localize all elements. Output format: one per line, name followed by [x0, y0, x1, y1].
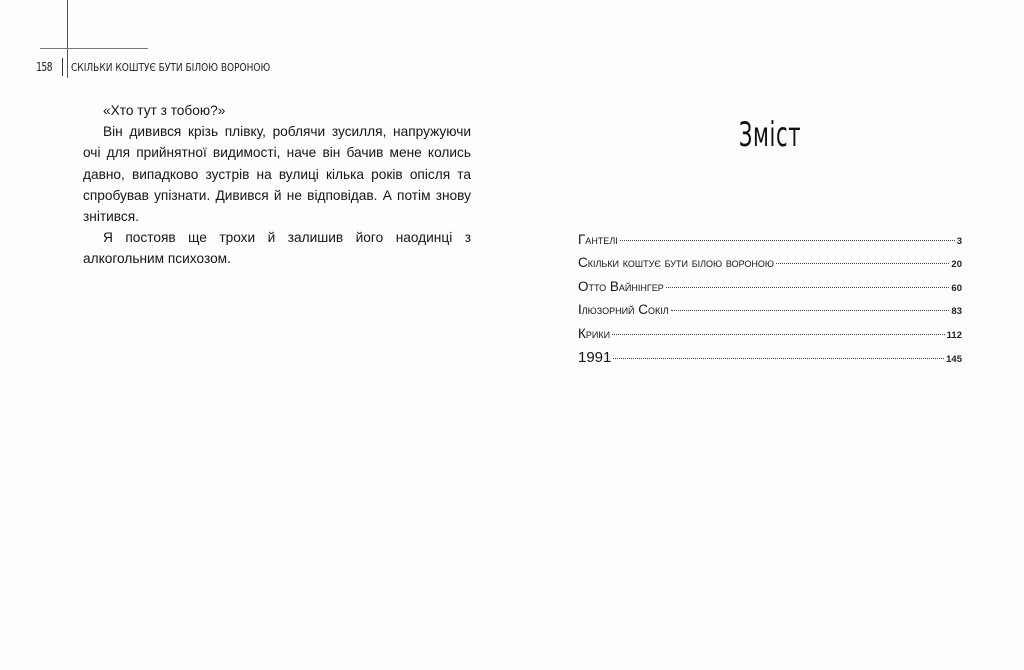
toc-entry-page: 83 — [951, 306, 962, 318]
paragraph: «Хто тут з тобою?» — [103, 103, 226, 118]
toc-entry-title: Гантелі — [578, 232, 618, 247]
toc-entry-title: Отто Вайнінгер — [578, 278, 664, 294]
header-separator — [62, 58, 63, 76]
toc-entry — [578, 302, 962, 325]
toc-leader-dots — [671, 310, 950, 311]
left-page-text — [83, 100, 471, 270]
running-header — [36, 57, 314, 77]
toc-leader-dots — [776, 263, 949, 264]
toc-entry-page: 3 — [956, 236, 962, 247]
toc-entry-page: 20 — [951, 259, 962, 271]
paragraph: Я постояв ще трохи й залишив його наодинці з алкогольним психозом. — [83, 230, 471, 267]
toc-entry-title: Крики — [578, 325, 611, 341]
toc-leader-dots — [620, 240, 955, 241]
toc-entry-page: 60 — [951, 282, 962, 294]
toc-entry-page: 112 — [946, 329, 962, 341]
toc-entry-title: Скільки коштує бути білою вороною — [578, 255, 774, 271]
toc-entry — [578, 255, 962, 278]
toc-entry-title: Ілюзорний Сокіл — [578, 302, 669, 318]
toc-entry — [578, 349, 962, 372]
running-title: СКІЛЬКИ КОШТУЄ БУТИ БІЛОЮ ВОРОНОЮ — [71, 60, 271, 74]
toc-entry-page: 145 — [946, 353, 962, 365]
toc-leader-dots — [666, 287, 950, 288]
crop-mark-horizontal — [40, 48, 148, 49]
toc-leader-dots — [612, 334, 945, 335]
table-of-contents — [578, 232, 962, 372]
toc-entry — [578, 232, 962, 255]
paragraph: Він дивився крізь плівку, роблячи зусилля, напружуючи очі для прийнятної видимості, наче він бачив мене колись давно, випадково зустрів на вулиці кілька років опісля та спробував упізнати. Дивився й не відповідав. А потім знову знітився. — [83, 124, 471, 225]
page-number: 158 — [36, 60, 53, 74]
toc-entry — [578, 279, 962, 302]
contents-title: Зміст — [738, 115, 802, 155]
toc-entry-title: 1991 — [578, 348, 612, 366]
toc-leader-dots — [613, 358, 944, 359]
toc-entry — [578, 326, 962, 349]
